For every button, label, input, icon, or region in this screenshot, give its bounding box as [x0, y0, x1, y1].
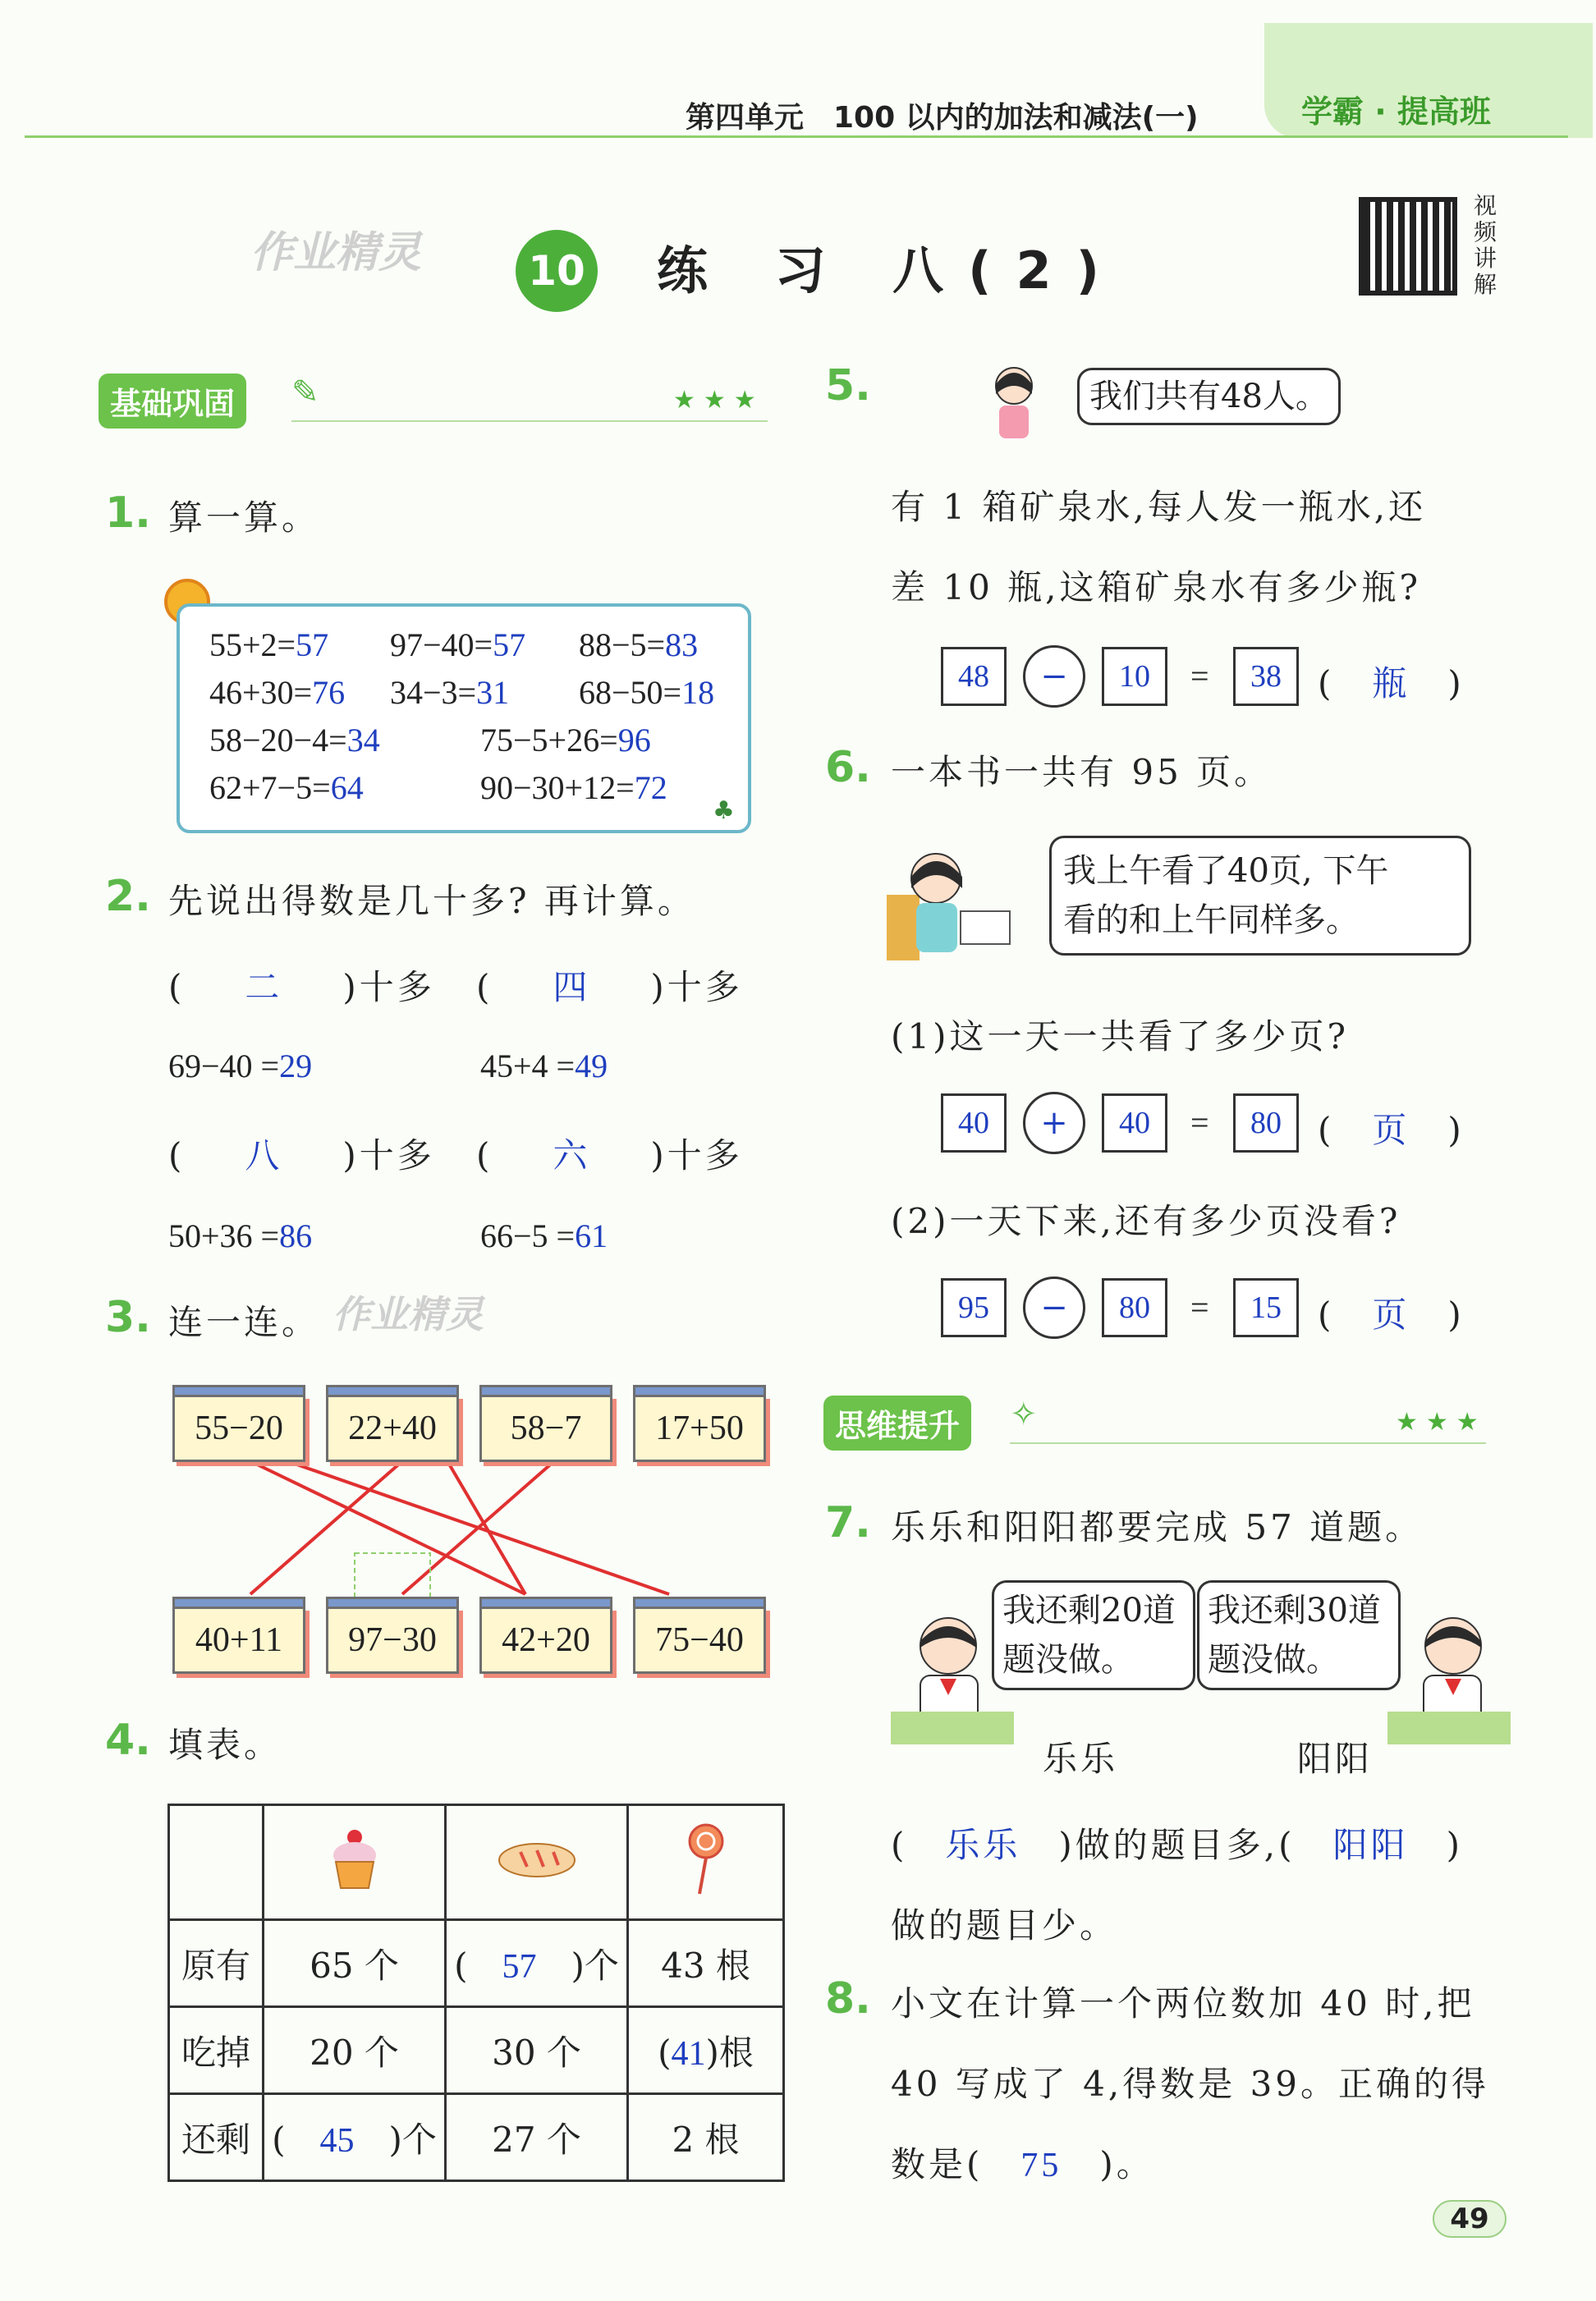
table-corner — [169, 1805, 264, 1920]
bread-icon — [496, 1834, 578, 1883]
q1-item: 58−20−4=34 — [209, 722, 380, 759]
bottom-card-2[interactable]: 97−30 — [326, 1607, 459, 1674]
plant-icon: ♣ — [713, 796, 735, 825]
q4-prompt: 填表。 — [168, 1725, 282, 1765]
table-cell: ( 45 )个 — [264, 2094, 446, 2181]
q8-line-3: 数是( 75 )。 — [891, 2144, 1154, 2184]
q4-table — [167, 1804, 785, 2182]
q5-box-b: 10 — [1102, 647, 1167, 706]
section-rule — [291, 420, 768, 422]
page-title: 练 习 八(2) — [657, 241, 1124, 300]
row-label: 还剩 — [169, 2094, 264, 2181]
top-card-3[interactable]: 58−7 — [479, 1395, 612, 1462]
q1-item: 90−30+12=72 — [480, 769, 667, 806]
q2-prompt: 先说出得数是几十多? 再计算。 — [168, 881, 695, 921]
boy-right-icon — [1387, 1605, 1511, 1744]
card-top-4 — [633, 1385, 766, 1462]
q7-prompt: 乐乐和阳阳都要完成 57 道题。 — [891, 1507, 1424, 1547]
qr-label: 视频讲解 — [1474, 192, 1497, 298]
difficulty-stars: ★★★ — [1396, 1408, 1487, 1437]
q6-1-box-a: 40 — [941, 1093, 1007, 1153]
sparkle-icon: ✧ — [1010, 1396, 1038, 1433]
table-cell: 65 个 — [264, 1920, 446, 2007]
q2-number: 2. — [105, 872, 151, 921]
q6-2-box-result: 15 — [1233, 1278, 1299, 1337]
match-line — [250, 1461, 402, 1594]
q8-line-1: 小文在计算一个两位数加 40 时,把 — [891, 1983, 1475, 2024]
q6-1-unit: ( 页 ) — [1318, 1110, 1465, 1150]
card-top-2 — [326, 1385, 459, 1462]
bottom-card-1[interactable]: 40+11 — [172, 1607, 305, 1674]
card-bottom-4 — [633, 1597, 766, 1674]
watermark: 作业精灵 — [250, 228, 422, 277]
q1-item: 62+7−5=64 — [209, 769, 364, 806]
top-card-1[interactable]: 55−20 — [172, 1395, 305, 1462]
bottom-card-4[interactable]: 75−40 — [633, 1607, 766, 1674]
table-cell: 30 个 — [446, 2007, 628, 2094]
q6-2-unit: ( 页 ) — [1318, 1295, 1465, 1335]
q5-number: 5. — [825, 361, 871, 410]
table-cell: (41)根 — [628, 2007, 784, 2094]
q6-2-operator: − — [1023, 1277, 1085, 1339]
top-card-4[interactable]: 17+50 — [633, 1395, 766, 1462]
row-label: 吃掉 — [169, 2007, 264, 2094]
table-cell: 2 根 — [628, 2094, 784, 2181]
bread-header — [446, 1805, 628, 1920]
q4-number: 4. — [105, 1716, 151, 1765]
section-tag-basic: 基础巩固 — [99, 374, 246, 429]
table-cell: ( 57 )个 — [446, 1920, 628, 2007]
watermark: 作业精灵 — [332, 1292, 484, 1336]
q1-item: 75−5+26=96 — [480, 722, 651, 759]
bottom-card-3[interactable]: 42+20 — [479, 1607, 612, 1674]
q5-box-result: 38 — [1233, 647, 1299, 706]
section-rule — [1010, 1442, 1486, 1444]
q2-calc-1: 69−40 =29 — [168, 1047, 313, 1084]
q6-prompt: 一本书一共有 95 页。 — [891, 752, 1273, 792]
q6-2-box-a: 95 — [941, 1278, 1007, 1337]
card-bottom-1 — [172, 1597, 305, 1674]
q5-text-2: 差 10 瓶,这箱矿泉水有多少瓶? — [891, 567, 1422, 607]
q2-blank-1: ( 二 )十多 — [168, 967, 435, 1007]
difficulty-stars: ★★★ — [673, 386, 764, 415]
table-cell: 43 根 — [628, 1920, 784, 2007]
q1-item: 97−40=57 — [390, 626, 526, 663]
lollipop-header — [628, 1805, 784, 1920]
q8-line-2: 40 写成了 4,得数是 39。正确的得 — [891, 2064, 1490, 2104]
q1-item: 68−50=18 — [579, 674, 715, 711]
card-top-1 — [172, 1385, 305, 1462]
q8-number: 8. — [825, 1974, 871, 2024]
q5-box-a: 48 — [941, 647, 1007, 706]
section-tag-advanced: 思维提升 — [823, 1396, 971, 1451]
card-bottom-3 — [479, 1597, 612, 1674]
q1-item: 55+2=57 — [209, 626, 329, 663]
cupcake-icon — [326, 1826, 383, 1891]
lesson-number: 10 — [516, 230, 598, 312]
q7-speech-left: 我还剩20道 题没做。 — [992, 1580, 1195, 1690]
brand-label: 学霸 · 提高班 — [1301, 94, 1491, 130]
reading-girl-icon — [887, 837, 1018, 969]
row-label: 原有 — [169, 1920, 264, 2007]
q5-unit: ( 瓶 ) — [1318, 663, 1465, 704]
table-cell: 20 个 — [264, 2007, 446, 2094]
card-top-3 — [479, 1385, 612, 1462]
q5-text-1: 有 1 箱矿泉水,每人发一瓶水,还 — [891, 487, 1427, 527]
q2-blank-4: ( 六 )十多 — [476, 1135, 743, 1176]
q5-equals: = — [1190, 658, 1209, 694]
top-card-2[interactable]: 22+40 — [326, 1395, 459, 1462]
q6-2-equals: = — [1190, 1289, 1209, 1326]
q2-blank-3: ( 八 )十多 — [168, 1135, 435, 1176]
q6-1-box-result: 80 — [1233, 1093, 1299, 1153]
qr-code-icon[interactable] — [1359, 197, 1457, 296]
q5-operator: − — [1023, 645, 1085, 708]
cupcake-header — [264, 1805, 446, 1920]
q6-1-box-b: 40 — [1102, 1093, 1167, 1153]
q7-speech-right: 我还剩30道 题没做。 — [1197, 1580, 1401, 1690]
lollipop-icon — [681, 1822, 731, 1895]
q3-prompt: 连一连。 — [168, 1302, 320, 1342]
q2-calc-4: 66−5 =61 — [480, 1217, 608, 1254]
match-line — [250, 1461, 525, 1594]
q1-item: 46+30=76 — [209, 674, 346, 711]
page-number: 49 — [1433, 2200, 1507, 2238]
card-bottom-2 — [326, 1597, 459, 1674]
q1-prompt: 算一算。 — [168, 497, 320, 538]
q6-1-operator: + — [1023, 1092, 1085, 1154]
q6-number: 6. — [825, 743, 871, 792]
q2-blank-2: ( 四 )十多 — [476, 967, 743, 1007]
q7-number: 7. — [825, 1498, 871, 1547]
q1-item: 88−5=83 — [579, 626, 699, 663]
q2-calc-2: 45+4 =49 — [480, 1047, 608, 1084]
pencil-icon: ✎ — [291, 374, 319, 411]
q7-answer-line-2: 做的题目少。 — [891, 1905, 1118, 1946]
q6-sub1: (1)这一天一共看了多少页? — [891, 1016, 1350, 1057]
table-cell: 27 个 — [446, 2094, 628, 2181]
q6-2-box-b: 80 — [1102, 1278, 1167, 1337]
match-line — [287, 1461, 669, 1594]
q7-answer-line: ( 乐乐 )做的题目多,( 阳阳 ) — [891, 1825, 1463, 1865]
q6-1-equals: = — [1190, 1104, 1209, 1141]
q2-calc-3: 50+36 =86 — [168, 1217, 313, 1254]
q1-number: 1. — [105, 488, 151, 538]
unit-title: 第四单元 100 以内的加法和减法(一) — [686, 101, 1199, 135]
q3-number: 3. — [105, 1293, 151, 1342]
q5-speech-bubble: 我们共有48人。 — [1077, 368, 1341, 425]
q1-item: 34−3=31 — [390, 674, 510, 711]
q6-sub2: (2)一天下来,还有多少页没看? — [891, 1201, 1401, 1241]
name-lele: 乐乐 — [1043, 1739, 1119, 1779]
girl-icon — [981, 361, 1047, 443]
name-yangyang: 阳阳 — [1297, 1739, 1374, 1779]
q6-speech-bubble: 我上午看了40页, 下午 看的和上午同样多。 — [1049, 836, 1471, 956]
